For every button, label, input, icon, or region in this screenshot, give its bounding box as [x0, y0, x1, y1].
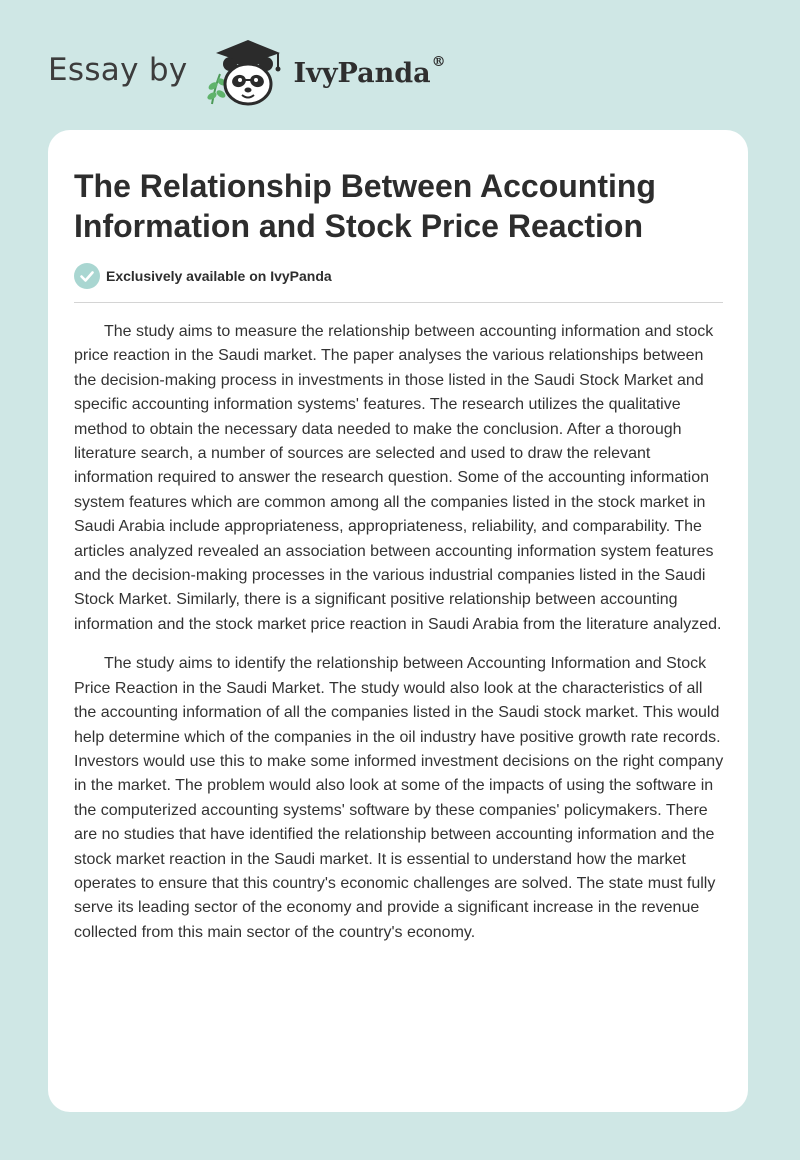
site-header — [48, 34, 446, 110]
essay-body — [74, 320, 724, 960]
essay-card — [48, 130, 748, 1112]
paragraph: The study aims to identify the relationship between Accounting Information and Stock Price Reaction in the Saudi Market. The study would also look at the characteristics of all the accounting information of all the companies listed in the Saudi stock market. This would help determine which of the companies in the oil industry have positive growth rate records. Investors would use this to make some informed investment decisions on the right company in the market. The problem would also look at some of the impacts of using the software in the computerized accounting systems' software by these companies' policymakers. There are no studies that have identified the relationship between accounting information and the stock market reaction in the Saudi market. It is essential to understand how the market operates to ensure that this country's economic challenges are solved. The state must fully serve its leading sector of the economy and provide a significant increase in the revenue collected from this main sector of the country's economy. — [74, 655, 724, 941]
panda-graduate-logo-icon[interactable] — [200, 34, 296, 110]
registered-mark: ® — [431, 53, 446, 70]
exclusive-badge-text: Exclusively available on IvyPanda — [106, 268, 332, 284]
title-divider — [74, 302, 723, 303]
brand-name[interactable]: IvyPanda® — [293, 53, 446, 89]
essay-title: The Relationship Between Accounting Information and Stock Price Reaction — [74, 168, 656, 244]
essay-by-label: Essay by — [48, 52, 188, 88]
paragraph: The study aims to measure the relationship between accounting information and stock price reaction in the Saudi market. The paper analyses the various relationships between the decision-making process in investments in those listed in the Saudi Stock Market and specific accounting information systems' features. The research utilizes the qualitative method to obtain the necessary data needed to make the conclusion. After a thorough literature search, a number of sources are selected and used to draw the relevant information required to answer the research question. Some of the accounting information system features which are common among all the companies listed in the stock market in Saudi Arabia include appropriateness, appropriateness, reliability, and comparability. The articles analyzed revealed an association between accounting information system features and the decision-making processes in the various industrial companies listed in the Saudi Stock Market. Similarly, there is a significant positive relationship between accounting information and the stock market price reaction in Saudi Arabia from the literature analyzed. — [74, 323, 722, 633]
exclusive-badge — [74, 263, 332, 289]
checkmark-circle-icon — [74, 263, 100, 289]
